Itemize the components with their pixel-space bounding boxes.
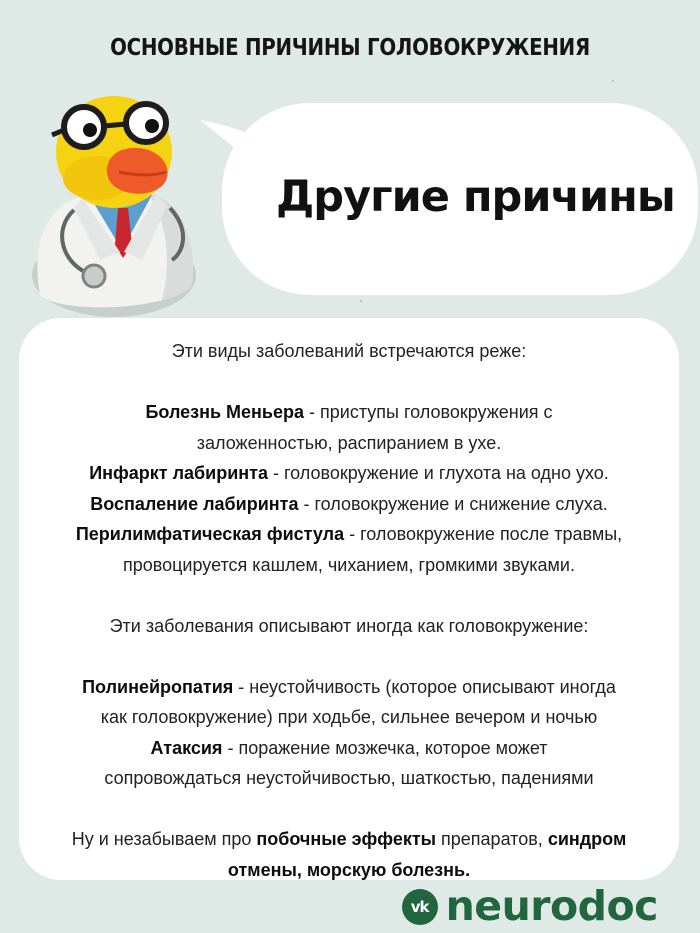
- footer-note: [19, 824, 679, 885]
- bubble-title: Другие причины: [276, 172, 675, 222]
- background-speck: [612, 80, 614, 82]
- condition-name: Полинейропатия: [82, 676, 234, 697]
- condition-description: - головокружение и глухота на одно ухо.: [267, 463, 609, 483]
- condition-name: Инфаркт лабиринта: [89, 463, 268, 483]
- brand-logo[interactable]: [402, 882, 658, 930]
- condition-menieres: [19, 397, 679, 428]
- condition-menieres-cont: заложенностью, распиранием в ухе.: [196, 432, 502, 453]
- condition-description: - неустойчивость (которое описывают иногда: [233, 676, 616, 697]
- footer-text: препаратов,: [436, 829, 548, 849]
- brand-name: neurodoc: [445, 882, 658, 930]
- vk-icon[interactable]: vk: [402, 889, 438, 925]
- condition-description: - головокружение после травмы,: [344, 524, 623, 544]
- condition-labyrinth-infarction: [19, 458, 679, 489]
- mimic-polyneuropathy: [19, 672, 679, 703]
- condition-labyrinthitis: [19, 489, 679, 520]
- background-speck: [360, 300, 362, 302]
- condition-name: Воспаление лабиринта: [90, 493, 299, 514]
- condition-description: - приступы головокружения с: [304, 402, 553, 422]
- condition-perilymph-fistula: [19, 519, 679, 550]
- condition-name: Перилимфатическая фистула: [75, 524, 345, 544]
- condition-name: Атаксия: [150, 737, 223, 758]
- footer-highlight: синдром отмены, морскую болезнь.: [227, 829, 627, 880]
- mimic-ataxia-cont: сопровождаться неустойчивостью, шаткостью, падениями: [104, 768, 594, 788]
- intro-rare: Эти виды заболеваний встречаются реже:: [171, 341, 527, 361]
- content-text: [19, 318, 679, 885]
- header-title: ОСНОВНЫЕ ПРИЧИНЫ ГОЛОВОКРУЖЕНИЯ: [110, 35, 590, 61]
- intro-mimic: Эти заболевания описывают иногда как головокружение:: [109, 615, 589, 636]
- footer-text: Ну и незабываем про: [71, 829, 257, 849]
- condition-description: - поражение мозжечка, которое может: [222, 737, 548, 758]
- condition-perilymph-fistula-cont: провоцируется кашлем, чиханием, громкими звуками.: [122, 554, 575, 575]
- condition-description: - головокружение и снижение слуха.: [298, 493, 608, 514]
- mimic-polyneuropathy-cont: как головокружение) при ходьбе, сильнее вечером и ночью: [100, 707, 598, 727]
- condition-name: Болезнь Меньера: [145, 402, 305, 422]
- mimic-ataxia: [19, 733, 679, 764]
- footer-highlight: побочные эффекты: [256, 829, 437, 849]
